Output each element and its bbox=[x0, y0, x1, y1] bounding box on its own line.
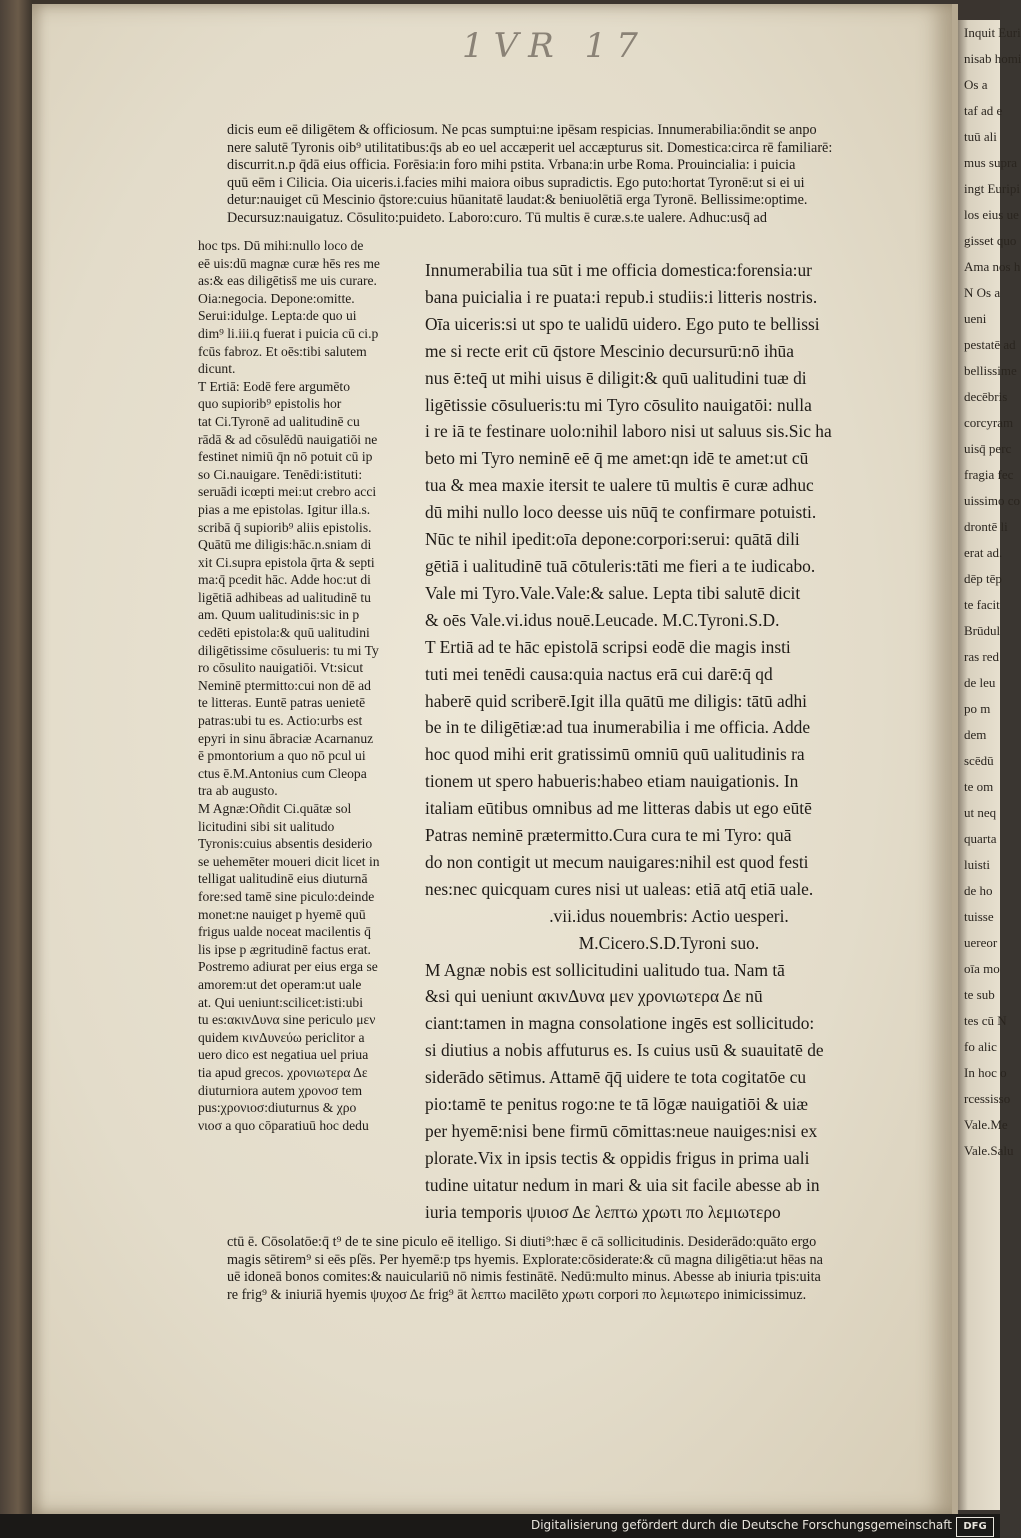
commentary-line: ma:q̄ pcedit hāc. Adde hoc:ut di bbox=[198, 572, 371, 588]
commentary-line: seruādi icœpti mei:ut crebro acci bbox=[198, 484, 377, 500]
commentary-line: discurrit.n.p q̄dā eius officia. Forēsia:in foro mihi pstita. Vrbana:in urbe Roma. Prouincialia: i puicia bbox=[227, 157, 796, 174]
facing-page-line: tuū ali bbox=[964, 129, 997, 144]
commentary-line: detur:nauiget cū Mescinio q̄store:cuius hūanitatē laudat:& beniuolētiā erga Tyronē. Bellissime:optime. bbox=[227, 192, 808, 209]
main-text-line: hoc quod mihi erit gratissimū omniū quū ualitudinis ra bbox=[425, 744, 805, 765]
commentary-line: cedēti epistola:& quū ualitudini bbox=[198, 625, 370, 641]
commentary-line: dicunt. bbox=[198, 361, 236, 377]
facing-page-line: luisti bbox=[964, 857, 991, 872]
facing-page-line: gisset quo bbox=[964, 233, 1017, 248]
main-text-line: &si qui ueniunt ακινΔυνα μεν χρονιωτερα Δε nū bbox=[425, 986, 763, 1007]
facing-page-line: erat ad. bbox=[964, 545, 1003, 560]
commentary-line: ē pmontorium a quo nō pcul ui bbox=[198, 748, 366, 764]
main-text-line: & oēs Vale.vi.idus nouē.Leucade. M.C.Tyroni.S.D. bbox=[425, 609, 780, 630]
commentary-line: frigus ualde noceat macilentis q̄ bbox=[198, 924, 371, 940]
facing-page-line: fragia fec bbox=[964, 467, 1014, 482]
main-text-line: Vale mi Tyro.Vale.Vale:& salue. Lepta tibi salutē dicit bbox=[425, 582, 801, 603]
main-text-line: pio:tamē te penitus rogo:ne te tā lōgæ nauigatiōi & uiæ bbox=[425, 1094, 809, 1115]
commentary-line: tia apud grecos. χρονιωτερα Δε bbox=[198, 1064, 368, 1080]
main-text-column bbox=[425, 257, 913, 1226]
main-text-line: iuria temporis ψυιοσ Δε λεπτω χρωτι πο λεμιωτερο bbox=[425, 1201, 781, 1222]
commentary-line: Quātū me diligis:hāc.n.sniam di bbox=[198, 537, 372, 553]
commentary-line: Neminē ptermitto:cui non dē ad bbox=[198, 677, 371, 693]
main-text-line: bana puicialia i re puata:i repub.i studiis:i litteris nostris. bbox=[425, 286, 818, 307]
facing-page-line: corcyram bbox=[964, 415, 1014, 430]
commentary-top bbox=[227, 122, 937, 228]
facing-page-line: po m bbox=[964, 701, 991, 716]
commentary-line: patras:ubi tu es. Actio:urbs est bbox=[198, 713, 363, 729]
commentary-bottom bbox=[227, 1234, 937, 1304]
facing-page-line: uereor bbox=[964, 935, 998, 950]
commentary-line: te litteras. Euntē patras uenietē bbox=[198, 695, 366, 711]
dfg-logo: DFG bbox=[956, 1517, 994, 1537]
facing-page-line: mus supra bbox=[964, 155, 1018, 170]
main-text-line: ligētissie cōsulueris:tu mi Tyro cōsulito nauigatōi: nulla bbox=[425, 394, 812, 415]
facing-page-line: ueni bbox=[964, 311, 987, 326]
main-text-line: nus ē:teq̄ ut mihi uisus ē diligit:& quū ualitudini tuæ di bbox=[425, 367, 807, 388]
commentary-line: Serui:idulge. Lepta:de quo ui bbox=[198, 308, 357, 324]
commentary-line: nere salutē Tyronis oib⁹ utilitatibus:q̄s ab eo uel accæperit uel accæpturus sit. Domestica:circa rē familiarē: bbox=[227, 139, 833, 156]
facing-page-line: de ho bbox=[964, 883, 993, 898]
commentary-line: amorem:ut det operam:ut uale bbox=[198, 976, 362, 992]
facing-page-line: fo alic bbox=[964, 1039, 997, 1054]
facing-page-line: te facit bbox=[964, 597, 1000, 612]
facing-page-line: oīa mo bbox=[964, 961, 1000, 976]
commentary-line: so Ci.nauigare. Tenēdi:istituti: bbox=[198, 466, 363, 482]
facing-page-line: quarta bbox=[964, 831, 997, 846]
commentary-line: Oia:negocia. Depone:omitte. bbox=[198, 290, 355, 306]
commentary-line: ctū ē. Cōsolatōe:q̄ t⁹ de te sine piculo eē itelligo. Si diuti⁹:hæc ē cā sollicitudinis. Desiderādo:quāto ergo bbox=[227, 1234, 817, 1250]
book-page bbox=[32, 4, 958, 1514]
footer-credit: Digitalisierung gefördert durch die Deutsche Forschungsgemeinschaft bbox=[530, 1518, 952, 1532]
facing-page-line: Vale.Me bbox=[964, 1117, 1008, 1132]
main-text-line: dū mihi nullo loco deesse uis nūq̄ te confirmare potuisti. bbox=[425, 502, 817, 523]
facing-page-line: nisab homi bbox=[964, 51, 1021, 66]
facing-page-line: tes cū N bbox=[964, 1013, 1007, 1028]
facing-page-line: In hoc o bbox=[964, 1065, 1007, 1080]
main-text-line: gētiā i ualitudinē tuā cōtuleris:tāti me fieri a te iudicabo. bbox=[425, 555, 816, 576]
facing-page-line: ras red bbox=[964, 649, 1000, 664]
main-text-line: M Agnæ nobis est sollicitudini ualitudo tua. Nam tā bbox=[425, 959, 785, 980]
commentary-line: hoc tps. Dū mihi:nullo loco de bbox=[198, 238, 364, 253]
main-text-line: tuti mei tenēdi causa:quia nactus erā cui darē:q̄ qd bbox=[425, 663, 773, 684]
main-text-line: plorate.Vix in ipsis tectis & oppidis frigus in prima uali bbox=[425, 1147, 810, 1168]
commentary-line: fore:sed tamē sine piculo:deinde bbox=[198, 888, 375, 904]
commentary-line: telligat ualitudinē eius diuturnā bbox=[198, 871, 368, 887]
commentary-line: quidem κινΔυνεύω periclitor a bbox=[198, 1029, 365, 1045]
facing-page-line: Os a bbox=[964, 77, 988, 92]
main-text-line: nes:nec quicquam cures nisi ut ualeas: etiā atq̄ etiā uale. bbox=[425, 878, 814, 899]
facing-page-line: los eius ue bbox=[964, 207, 1019, 222]
commentary-line: Decursuz:nauigatuz. Cōsulito:puideto. Laboro:curo. Tū multis ē curæ.s.te ualere. Adhuc:usq̄ ad bbox=[227, 209, 767, 226]
main-text-line: do non contigit ut mecum nauigares:nihil est quod festi bbox=[425, 851, 809, 872]
commentary-line: quū eēm i Cilicia. Oia uiceris.i.facies mihi maiora oibus supradictis. Ego puto:hortat Tyronē:ut si ei ui bbox=[227, 174, 805, 191]
facing-page-line: uisq̄ perc bbox=[964, 441, 1012, 456]
main-text-line: per hyemē:nisi bene firmū cōmittas:neue nauiges:nisi ex bbox=[425, 1121, 818, 1141]
facing-page-line: ingt Euripi bbox=[964, 181, 1020, 196]
commentary-line: quo supiorib⁹ epistolis hor bbox=[198, 396, 342, 412]
main-text-line: T Ertiā ad te hāc epistolā scripsi eodē die magis insti bbox=[425, 636, 791, 657]
commentary-line: tu es:ακινΔυνα sine periculo μεν bbox=[198, 1012, 376, 1028]
main-text-line: .vii.idus nouembris: Actio uesperi. bbox=[549, 905, 789, 926]
facing-page-line: te om bbox=[964, 779, 994, 794]
facing-page-line: taf ad e bbox=[964, 103, 1003, 118]
main-text-line: tionem ut spero habueris:habeo etiam nauigationis. In bbox=[425, 771, 799, 792]
facing-page-line: drontē li bbox=[964, 519, 1008, 534]
main-text-line: italiam eūtibus omnibus ad me litteras dabis ut ego eūtē bbox=[425, 798, 812, 819]
facing-page-line: tuisse bbox=[964, 909, 994, 924]
facing-page-line: uissimo co bbox=[964, 493, 1020, 508]
main-text-line: Nūc te nihil ipedit:oīa depone:corpori:serui: quātā dili bbox=[425, 529, 800, 550]
main-text-line: be in te diligētiæ:ad tua inumerabilia i me officia. Adde bbox=[425, 717, 811, 738]
commentary-line: Tyronis:cuius absentis desiderio bbox=[198, 836, 373, 852]
commentary-line: epyri in sinu ābraciæ Acarnanuz bbox=[198, 730, 374, 746]
facing-page-line: Brūdul bbox=[964, 623, 1001, 638]
commentary-line: am. Quum ualitudinis:sic in p bbox=[198, 607, 360, 623]
main-text-line: me si recte erit cū q̄store Mescinio decursurū:nō ihūa bbox=[425, 340, 794, 361]
commentary-line: scribā q̄ supiorib⁹ aliis epistolis. bbox=[198, 519, 372, 535]
facing-page-line: decēbris bbox=[964, 389, 1008, 404]
commentary-line: fcūs fabroz. Et oēs:tibi salutem bbox=[198, 343, 367, 359]
commentary-line: ro cōsulito nauigatiōi. Vt:sicut bbox=[198, 660, 364, 676]
main-text-line: si diutius a nobis affuturus es. Is cuius usū & suauitatē de bbox=[425, 1040, 824, 1061]
commentary-line: ligētiā adhibeas ad ualitudinē tu bbox=[198, 589, 371, 605]
main-text-line: M.Cicero.S.D.Tyroni suo. bbox=[578, 932, 760, 953]
commentary-line: uē idoneā bonos comites:& nauiculariū nō nimis festinātē. Nedū:multo minus. Abesse ab iniuria tpis:uita bbox=[227, 1269, 821, 1286]
main-text-line: beto mi Tyro neminē eē q̄ me amet:qn idē te amet:ut cū bbox=[425, 448, 809, 469]
commentary-line: diligētissime cōsulueris: tu mi Ty bbox=[198, 642, 379, 658]
facing-page-line: dēp tēp bbox=[964, 571, 1002, 586]
commentary-line: diuturniora autem χρονοσ tem bbox=[198, 1082, 363, 1098]
facing-page-line: Ama nos h bbox=[964, 259, 1021, 274]
facing-page-line: Vale.Salu bbox=[964, 1143, 1014, 1158]
facing-page-edge bbox=[958, 20, 1021, 1510]
commentary-line: as:& eas diligētiss̄ me uis curare. bbox=[198, 273, 377, 289]
main-text-line: ciant:tamen in magna consolatione ingēs est sollicitudo: bbox=[425, 1013, 815, 1034]
digitization-footer bbox=[0, 1514, 1000, 1538]
commentary-line: pus:χρονιοσ:diuturnus & χρο bbox=[198, 1100, 357, 1116]
pencil-shelfmark: 1VR 17 bbox=[462, 26, 648, 66]
main-text-line: siderādo sētimus. Attamē q̄q̄ uidere te tota cogitatōe cu bbox=[425, 1067, 807, 1088]
commentary-line: monet:ne nauiget p hyemē quū bbox=[198, 906, 366, 922]
commentary-line: tra ab augusto. bbox=[198, 783, 278, 799]
facing-page-line: de leu bbox=[964, 675, 996, 690]
facing-page-line: te sub bbox=[964, 987, 995, 1002]
commentary-line: tat Ci.Tyronē ad ualitudinē cu bbox=[198, 413, 360, 429]
commentary-line: se uehemēter moueri dicit licet in bbox=[198, 853, 380, 869]
facing-page-line: dem bbox=[964, 727, 987, 742]
commentary-line: festinet nimiū q̄n nō potuit cū ip bbox=[198, 449, 373, 465]
commentary-line: νιοσ a quo cōparatiuū hoc dedu bbox=[198, 1117, 369, 1133]
facing-page-line: bellissime bbox=[964, 363, 1017, 378]
commentary-line: dim⁹ li.iii.q fuerat i puicia cū ci.p bbox=[198, 325, 379, 341]
commentary-line: pias a me epistolas. Igitur illa.s. bbox=[198, 501, 371, 517]
facing-page-line: pestatē ad bbox=[964, 337, 1016, 352]
commentary-line: ctus ē.M.Antonius cum Cleopa bbox=[198, 765, 367, 781]
facing-page-line: rcessisso bbox=[964, 1091, 1011, 1106]
commentary-line: eē uis:dū magnæ curæ hēs res me bbox=[198, 255, 380, 271]
commentary-line: rādā & ad cōsulēdū nauigatiōi ne bbox=[198, 431, 378, 447]
main-text-line: haberē quid scriberē.Igit illa quātū me diligis: tātū adhi bbox=[425, 690, 807, 711]
main-text-line: Patras neminē prætermitto.Cura cura te mi Tyro: quā bbox=[425, 825, 792, 846]
commentary-line: lis ipse p ægritudinē factus erat. bbox=[198, 941, 371, 957]
facing-page-line: N Os a bbox=[964, 285, 1001, 300]
commentary-left-column bbox=[198, 237, 406, 1134]
commentary-line: licitudini sibi sit ualitudo bbox=[198, 818, 335, 834]
commentary-line: dicis eum eē diligētem & officiosum. Ne pcas sumptui:ne ipēsam respicias. Innumerabilia:ōndit se anpo bbox=[227, 122, 817, 138]
commentary-line: re frig⁹ & iniuriā hyemis ψυχοσ Δε frig⁹ āt λεπτω macilēto χρωτι corpori πο λεμιωτερο inimicissimuz. bbox=[227, 1286, 807, 1303]
commentary-line: Postremo adiurat per eius erga se bbox=[198, 959, 378, 975]
main-text-line: Oīa uiceris:si ut spo te ualidū uidero. Ego puto te bellissi bbox=[425, 313, 820, 334]
commentary-line: magis sētirem⁹ si eēs pſēs. Per hyemē:p tps hyemis. Explorate:cōsiderate:& cū magna diligētia:ut hēas na bbox=[227, 1251, 823, 1268]
main-text-line: tudine uitatur nedum in mari & uia sit facile abesse ab in bbox=[425, 1174, 820, 1195]
commentary-line: uero dico est negatiua uel priua bbox=[198, 1047, 369, 1063]
commentary-line: T Ertiā: Eodē fere argumēto bbox=[198, 378, 350, 394]
main-text-line: Innumerabilia tua sūt i me officia domestica:forensia:ur bbox=[425, 260, 812, 280]
main-text-line: tua & mea maxie itersit te ualere tū multis ē curæ adhuc bbox=[425, 475, 814, 496]
commentary-line: at. Qui ueniunt:scilicet:isti:ubi bbox=[198, 994, 363, 1010]
commentary-line: M Agnæ:Oñdit Ci.quātæ sol bbox=[198, 801, 352, 816]
commentary-line: xit Ci.supra epistola q̄rta & septi bbox=[198, 554, 375, 570]
facing-page-line: ut neq bbox=[964, 805, 997, 820]
facing-page-line: Inquit Euri bbox=[964, 25, 1021, 40]
facing-page-line: scēdū bbox=[964, 753, 994, 768]
main-text-line: i re iā te festinare uolo:nihil laboro nisi ut saluus sis.Sic ha bbox=[425, 421, 832, 442]
